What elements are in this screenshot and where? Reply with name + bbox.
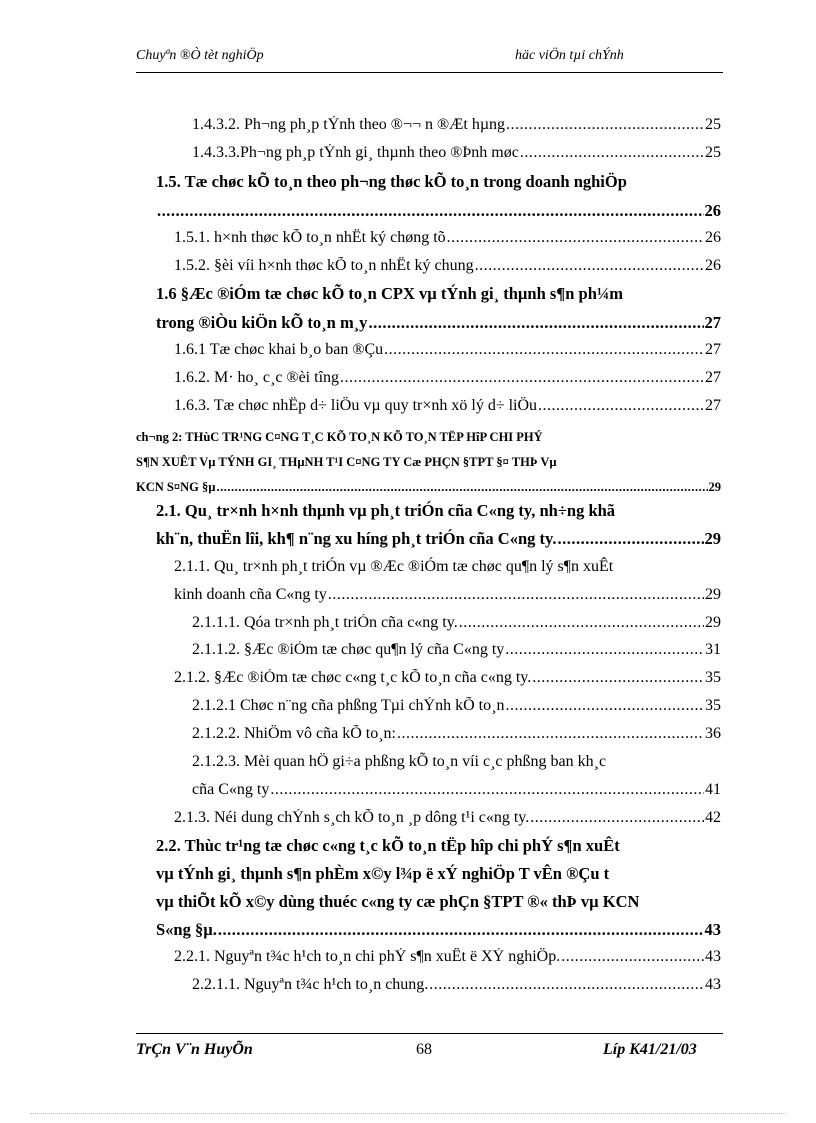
toc-entry[interactable] [192, 144, 721, 162]
toc-leader [520, 144, 704, 162]
toc-page-number: 26 [705, 229, 721, 246]
toc-entry-text: trong ®iÒu kiÖn kÕ to¸n m¸y [156, 313, 368, 332]
toc-entry-text: cña C«ng ty [192, 781, 270, 798]
toc-entry[interactable] [156, 920, 721, 940]
toc-leader [340, 369, 704, 387]
toc-entry-text: 2.1.2.2. NhiÖm vô cña kÕ to¸n: [192, 725, 396, 742]
toc-entry[interactable] [174, 397, 721, 415]
toc-leader [328, 586, 704, 604]
toc-entry-text: kinh doanh cña C«ng ty [174, 586, 327, 603]
toc-leader [506, 116, 704, 134]
footer-author: TrÇn V¨n HuyÕn [136, 1041, 253, 1058]
toc-entry[interactable] [174, 586, 721, 604]
toc-leader [447, 229, 704, 247]
toc-page-number: 25 [705, 116, 721, 133]
toc-entry-text: 2.1.1.1. Qóa tr×nh ph¸t triÓn cña c«ng ty. [192, 614, 458, 631]
toc-entry-text[interactable]: 2.2. Thùc tr¹ng tæ chøc c«ng t¸c kÕ to¸n tËp hîp chi phÝ s¶n xuÊt [156, 836, 620, 855]
toc-page-number: 25 [705, 144, 721, 161]
toc-page-number: 27 [704, 313, 721, 332]
toc-entry[interactable] [192, 976, 721, 994]
toc-entry[interactable] [174, 341, 721, 359]
chapter-heading-line[interactable]: S¶N XUÊT Vµ TÝNH GI¸ THµNH T¹I C¤NG TY Cæ PHÇN §TPT §¤ THÞ Vµ [136, 455, 557, 469]
toc-page-number: 43 [705, 948, 721, 965]
toc-entry[interactable] [192, 725, 721, 743]
toc-entry-text: 1.5.2. §èi víi h×nh thøc kÕ to¸n nhËt ký chung [174, 257, 474, 274]
toc-entry-text[interactable]: 2.1.2.3. Mèi quan hÖ gi÷a phßng kÕ to¸n víi c¸c phßng ban kh¸c [192, 753, 607, 770]
footer-class: Líp K41/21/03 [603, 1041, 697, 1058]
toc-entry-text: 2.1.1.2. §Æc ®iÓm tæ chøc qu¶n lý cña C«ng ty [192, 641, 505, 658]
toc-page-number: 27 [705, 369, 721, 386]
toc-leader [459, 614, 704, 632]
toc-entry-text: 2.2.1.1. Nguyªn t¾c h¹ch to¸n chung. [192, 976, 429, 993]
toc-entry[interactable] [192, 116, 721, 134]
toc-leader [384, 341, 704, 359]
toc-entry-text: 1.5.1. h×nh thøc kÕ to¸n nhËt ký chøng tõ [174, 229, 446, 246]
toc-leader [561, 948, 704, 966]
toc-entry[interactable] [174, 948, 721, 966]
toc-entry-text: 1.4.3.2. Ph¬ng ph¸p tÝnh theo ®¬¬ n ®Æt hµng [192, 116, 506, 133]
toc-entry-text: 1.6.1 Tæ chøc khai b¸o ban ®Çu [174, 341, 384, 358]
toc-page-number: 36 [705, 725, 721, 742]
toc-entry-text[interactable]: 1.6 §Æc ®iÓm tæ chøc kÕ to¸n CPX vµ tÝnh gi¸ thµnh s¶n ph¼m [156, 284, 623, 303]
toc-page-number: 41 [705, 781, 721, 798]
toc-leader [368, 313, 703, 333]
footer-rule [136, 1033, 723, 1034]
toc-entry[interactable] [174, 369, 721, 387]
toc-leader [216, 480, 707, 495]
toc-entry-text: S«ng §µ. [156, 920, 217, 939]
toc-entry[interactable] [192, 781, 721, 799]
header-right: häc viÖn tµi chÝnh [515, 48, 624, 63]
toc-entry-text[interactable]: 2.1.1. Qu¸ tr×nh ph¸t triÓn vµ ®Æc ®iÓm tæ chøc qu¶n lý s¶n xuÊt [174, 558, 614, 575]
toc-entry-text: kh¨n, thuËn lîi, kh¶ n¨ng xu híng ph¸t triÓn cña C«ng ty. [156, 529, 557, 548]
chapter-heading-line[interactable]: ch¬ng 2: THùC TR¹NG C¤NG T¸C KÕ TO¸N KÕ TO¸N TËP HîP CHI PHÝ [136, 430, 543, 444]
toc-entry[interactable] [174, 809, 721, 827]
toc-leader [538, 397, 704, 415]
toc-entry-text: 1.6.3. Tæ chøc nhËp d÷ liÖu vµ quy tr×nh xö lý d÷ liÖu [174, 397, 538, 414]
toc-page-number: 31 [705, 641, 721, 658]
toc-page-number: 26 [705, 257, 721, 274]
toc-entry[interactable] [156, 313, 721, 333]
toc-leader [505, 697, 704, 715]
toc-leader [270, 781, 704, 799]
toc-entry[interactable] [174, 229, 721, 247]
toc-entry-text[interactable]: vµ thiÕt kÕ x©y dùng thuéc c«ng ty cæ phÇn §TPT ®« thÞ vµ KCN [156, 892, 640, 911]
toc-entry[interactable] [156, 201, 721, 221]
header-rule [136, 72, 723, 73]
toc-entry-text[interactable]: vµ tÝnh gi¸ thµnh s¶n phÈm x©y l¾p ë xÝ nghiÖp T vÊn ®Çu t [156, 864, 610, 883]
toc-leader [475, 257, 704, 275]
toc-entry[interactable] [156, 529, 721, 549]
toc-page-number: 29 [705, 586, 721, 603]
toc-leader [532, 669, 704, 687]
toc-page-number: 29 [705, 614, 721, 631]
toc-entry-text[interactable]: 2.1. Qu¸ tr×nh h×nh thµnh vµ ph¸t triÓn cña C«ng ty, nh÷ng khã [156, 501, 616, 520]
toc-leader [218, 920, 704, 940]
toc-entry-text: 2.1.2. §Æc ®iÓm tæ chøc c«ng t¸c kÕ to¸n cña c«ng ty. [174, 669, 532, 686]
toc-page-number: 42 [705, 809, 721, 826]
toc-leader [557, 529, 703, 549]
toc-page-number: 26 [704, 201, 721, 220]
toc-page-number: 29 [704, 529, 721, 548]
toc-leader [429, 976, 704, 994]
toc-entry[interactable] [192, 641, 721, 659]
toc-page-number: 43 [704, 920, 721, 939]
toc-entry[interactable] [174, 669, 721, 687]
toc-page-number: 43 [705, 976, 721, 993]
toc-leader [530, 809, 704, 827]
page-bottom-border [30, 1113, 786, 1114]
toc-entry[interactable] [174, 257, 721, 275]
toc-entry-text: 1.4.3.3.Ph¬ng ph¸p tÝnh gi¸ thµnh theo ®Þnh møc [192, 144, 519, 161]
toc-entry[interactable] [192, 614, 721, 632]
toc-entry[interactable] [136, 480, 721, 495]
toc-page-number: 35 [705, 669, 721, 686]
toc-page-number: 27 [705, 397, 721, 414]
toc-page-number: 29 [708, 480, 721, 494]
toc-entry-text: 1.6.2. M· ho¸ c¸c ®èi tîng [174, 369, 340, 386]
footer-page-number: 68 [416, 1041, 432, 1058]
toc-leader [157, 201, 704, 221]
toc-page-number: 35 [705, 697, 721, 714]
toc-leader [505, 641, 704, 659]
toc-entry[interactable] [192, 697, 721, 715]
toc-entry-text: 2.2.1. Nguyªn t¾c h¹ch to¸n chi phÝ s¶n xuÊt ë XÝ nghiÖp. [174, 948, 561, 965]
toc-entry-text: KCN S¤NG §µ [136, 480, 216, 494]
toc-page-number: 27 [705, 341, 721, 358]
toc-entry-text: 2.1.2.1 Chøc n¨ng cña phßng Tµi chÝnh kÕ to¸n [192, 697, 505, 714]
header-left: Chuyªn ®Ò tèt nghiÖp [136, 48, 264, 63]
toc-leader [397, 725, 704, 743]
toc-entry-text[interactable]: 1.5. Tæ chøc kÕ to¸n theo ph¬ng thøc kÕ to¸n trong doanh nghiÖp [156, 172, 627, 191]
toc-entry-text: 2.1.3. Néi dung chÝnh s¸ch kÕ to¸n ¸p dông t¹i c«ng ty. [174, 809, 530, 826]
